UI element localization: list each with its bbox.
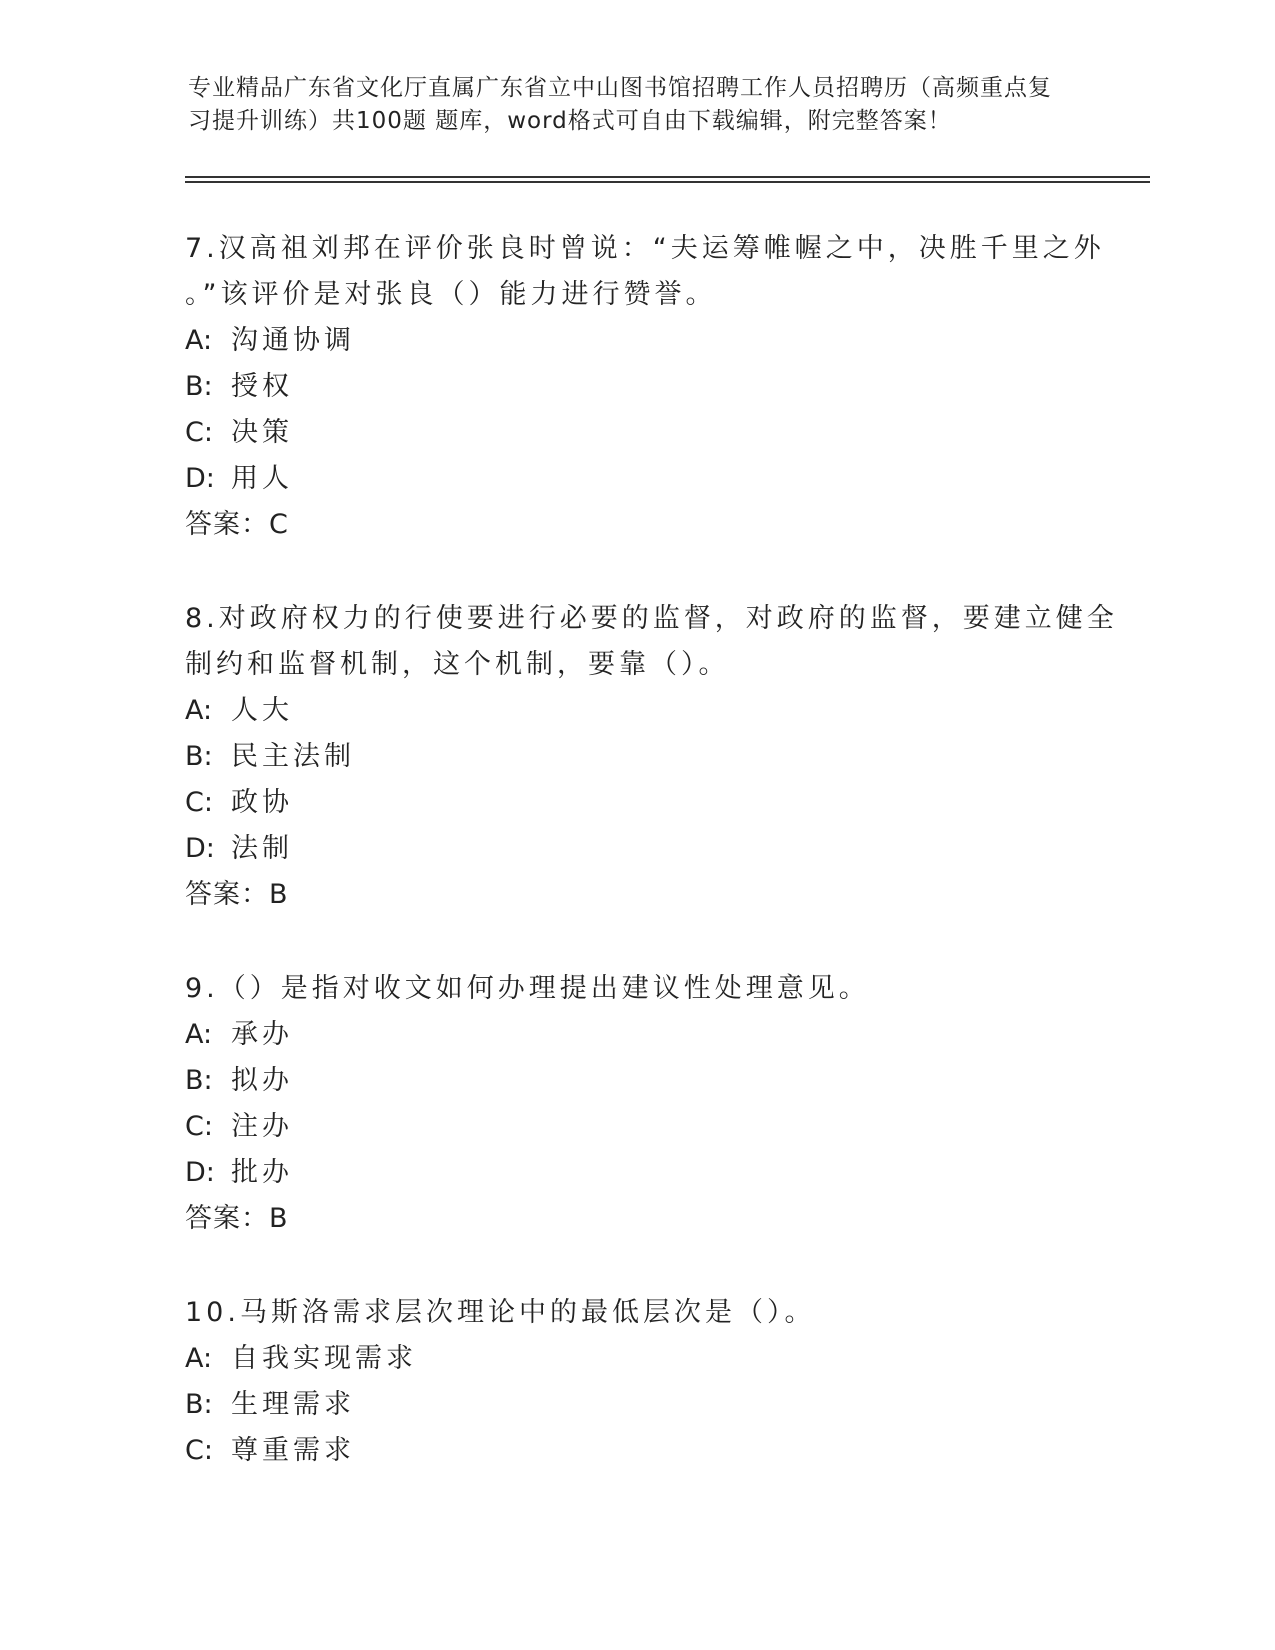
option-key: B: xyxy=(185,1065,213,1096)
option-key: A: xyxy=(185,1019,213,1050)
option-text: 用人 xyxy=(231,463,293,494)
option-text: 尊重需求 xyxy=(231,1435,355,1466)
answer-line: 答案：C xyxy=(185,509,289,540)
option-text: 授权 xyxy=(231,371,293,402)
question-stem-line: 8.对政府权力的行使要进行必要的监督，对政府的监督，要建立健全 xyxy=(185,603,1118,634)
option-b xyxy=(185,734,1085,780)
option-d xyxy=(185,1150,1085,1196)
option-key: D: xyxy=(185,1157,215,1188)
option-text: 拟办 xyxy=(231,1065,293,1096)
option-a xyxy=(185,318,1085,364)
question-9 xyxy=(185,966,1085,1242)
option-text: 自我实现需求 xyxy=(231,1343,417,1374)
option-text: 法制 xyxy=(231,833,293,864)
option-key: C: xyxy=(185,417,213,448)
option-c xyxy=(185,780,1085,826)
option-text: 批办 xyxy=(231,1157,293,1188)
option-d xyxy=(185,456,1085,502)
question-10 xyxy=(185,1290,1085,1474)
answer-line: 答案：B xyxy=(185,879,289,910)
option-text: 生理需求 xyxy=(231,1389,355,1420)
question-stem-line: 9.（）是指对收文如何办理提出建议性处理意见。 xyxy=(185,973,870,1004)
question-stem-line: 7.汉高祖刘邦在评价张良时曾说：“夫运筹帷幄之中，决胜千里之外 xyxy=(185,233,1105,264)
question-stem-line: 。”该评价是对张良（）能力进行赞誉。 xyxy=(185,279,717,310)
option-text: 注办 xyxy=(231,1111,293,1142)
option-a xyxy=(185,1336,1085,1382)
option-b xyxy=(185,364,1085,410)
document-header xyxy=(188,72,1088,138)
option-c xyxy=(185,410,1085,456)
option-d xyxy=(185,826,1085,872)
option-text: 承办 xyxy=(231,1019,293,1050)
option-key: A: xyxy=(185,695,213,726)
header-divider-top xyxy=(185,176,1150,178)
option-text: 沟通协调 xyxy=(231,325,355,356)
option-key: B: xyxy=(185,371,213,402)
header-line-2: 习提升训练）共100题 题库，word格式可自由下载编辑，附完整答案！ xyxy=(188,108,952,134)
option-a xyxy=(185,1012,1085,1058)
option-key: C: xyxy=(185,1435,213,1466)
option-key: D: xyxy=(185,833,215,864)
option-text: 决策 xyxy=(231,417,293,448)
header-line-1: 专业精品广东省文化厅直属广东省立中山图书馆招聘工作人员招聘历（高频重点复 xyxy=(188,75,1052,101)
option-key: B: xyxy=(185,741,213,772)
question-stem-line: 制约和监督机制，这个机制，要靠（）。 xyxy=(185,649,730,680)
option-key: C: xyxy=(185,1111,213,1142)
option-key: C: xyxy=(185,787,213,818)
option-text: 政协 xyxy=(231,787,293,818)
option-b xyxy=(185,1382,1085,1428)
option-key: A: xyxy=(185,1343,213,1374)
answer-line: 答案：B xyxy=(185,1203,289,1234)
option-key: D: xyxy=(185,463,215,494)
option-a xyxy=(185,688,1085,734)
option-c xyxy=(185,1428,1085,1474)
option-text: 人大 xyxy=(231,695,293,726)
option-c xyxy=(185,1104,1085,1150)
option-text: 民主法制 xyxy=(231,741,355,772)
question-8 xyxy=(185,596,1118,918)
question-stem-line: 10.马斯洛需求层次理论中的最低层次是（）。 xyxy=(185,1297,816,1328)
option-key: A: xyxy=(185,325,213,356)
option-key: B: xyxy=(185,1389,213,1420)
option-b xyxy=(185,1058,1085,1104)
header-divider-bottom xyxy=(185,181,1150,183)
question-7 xyxy=(185,226,1105,548)
